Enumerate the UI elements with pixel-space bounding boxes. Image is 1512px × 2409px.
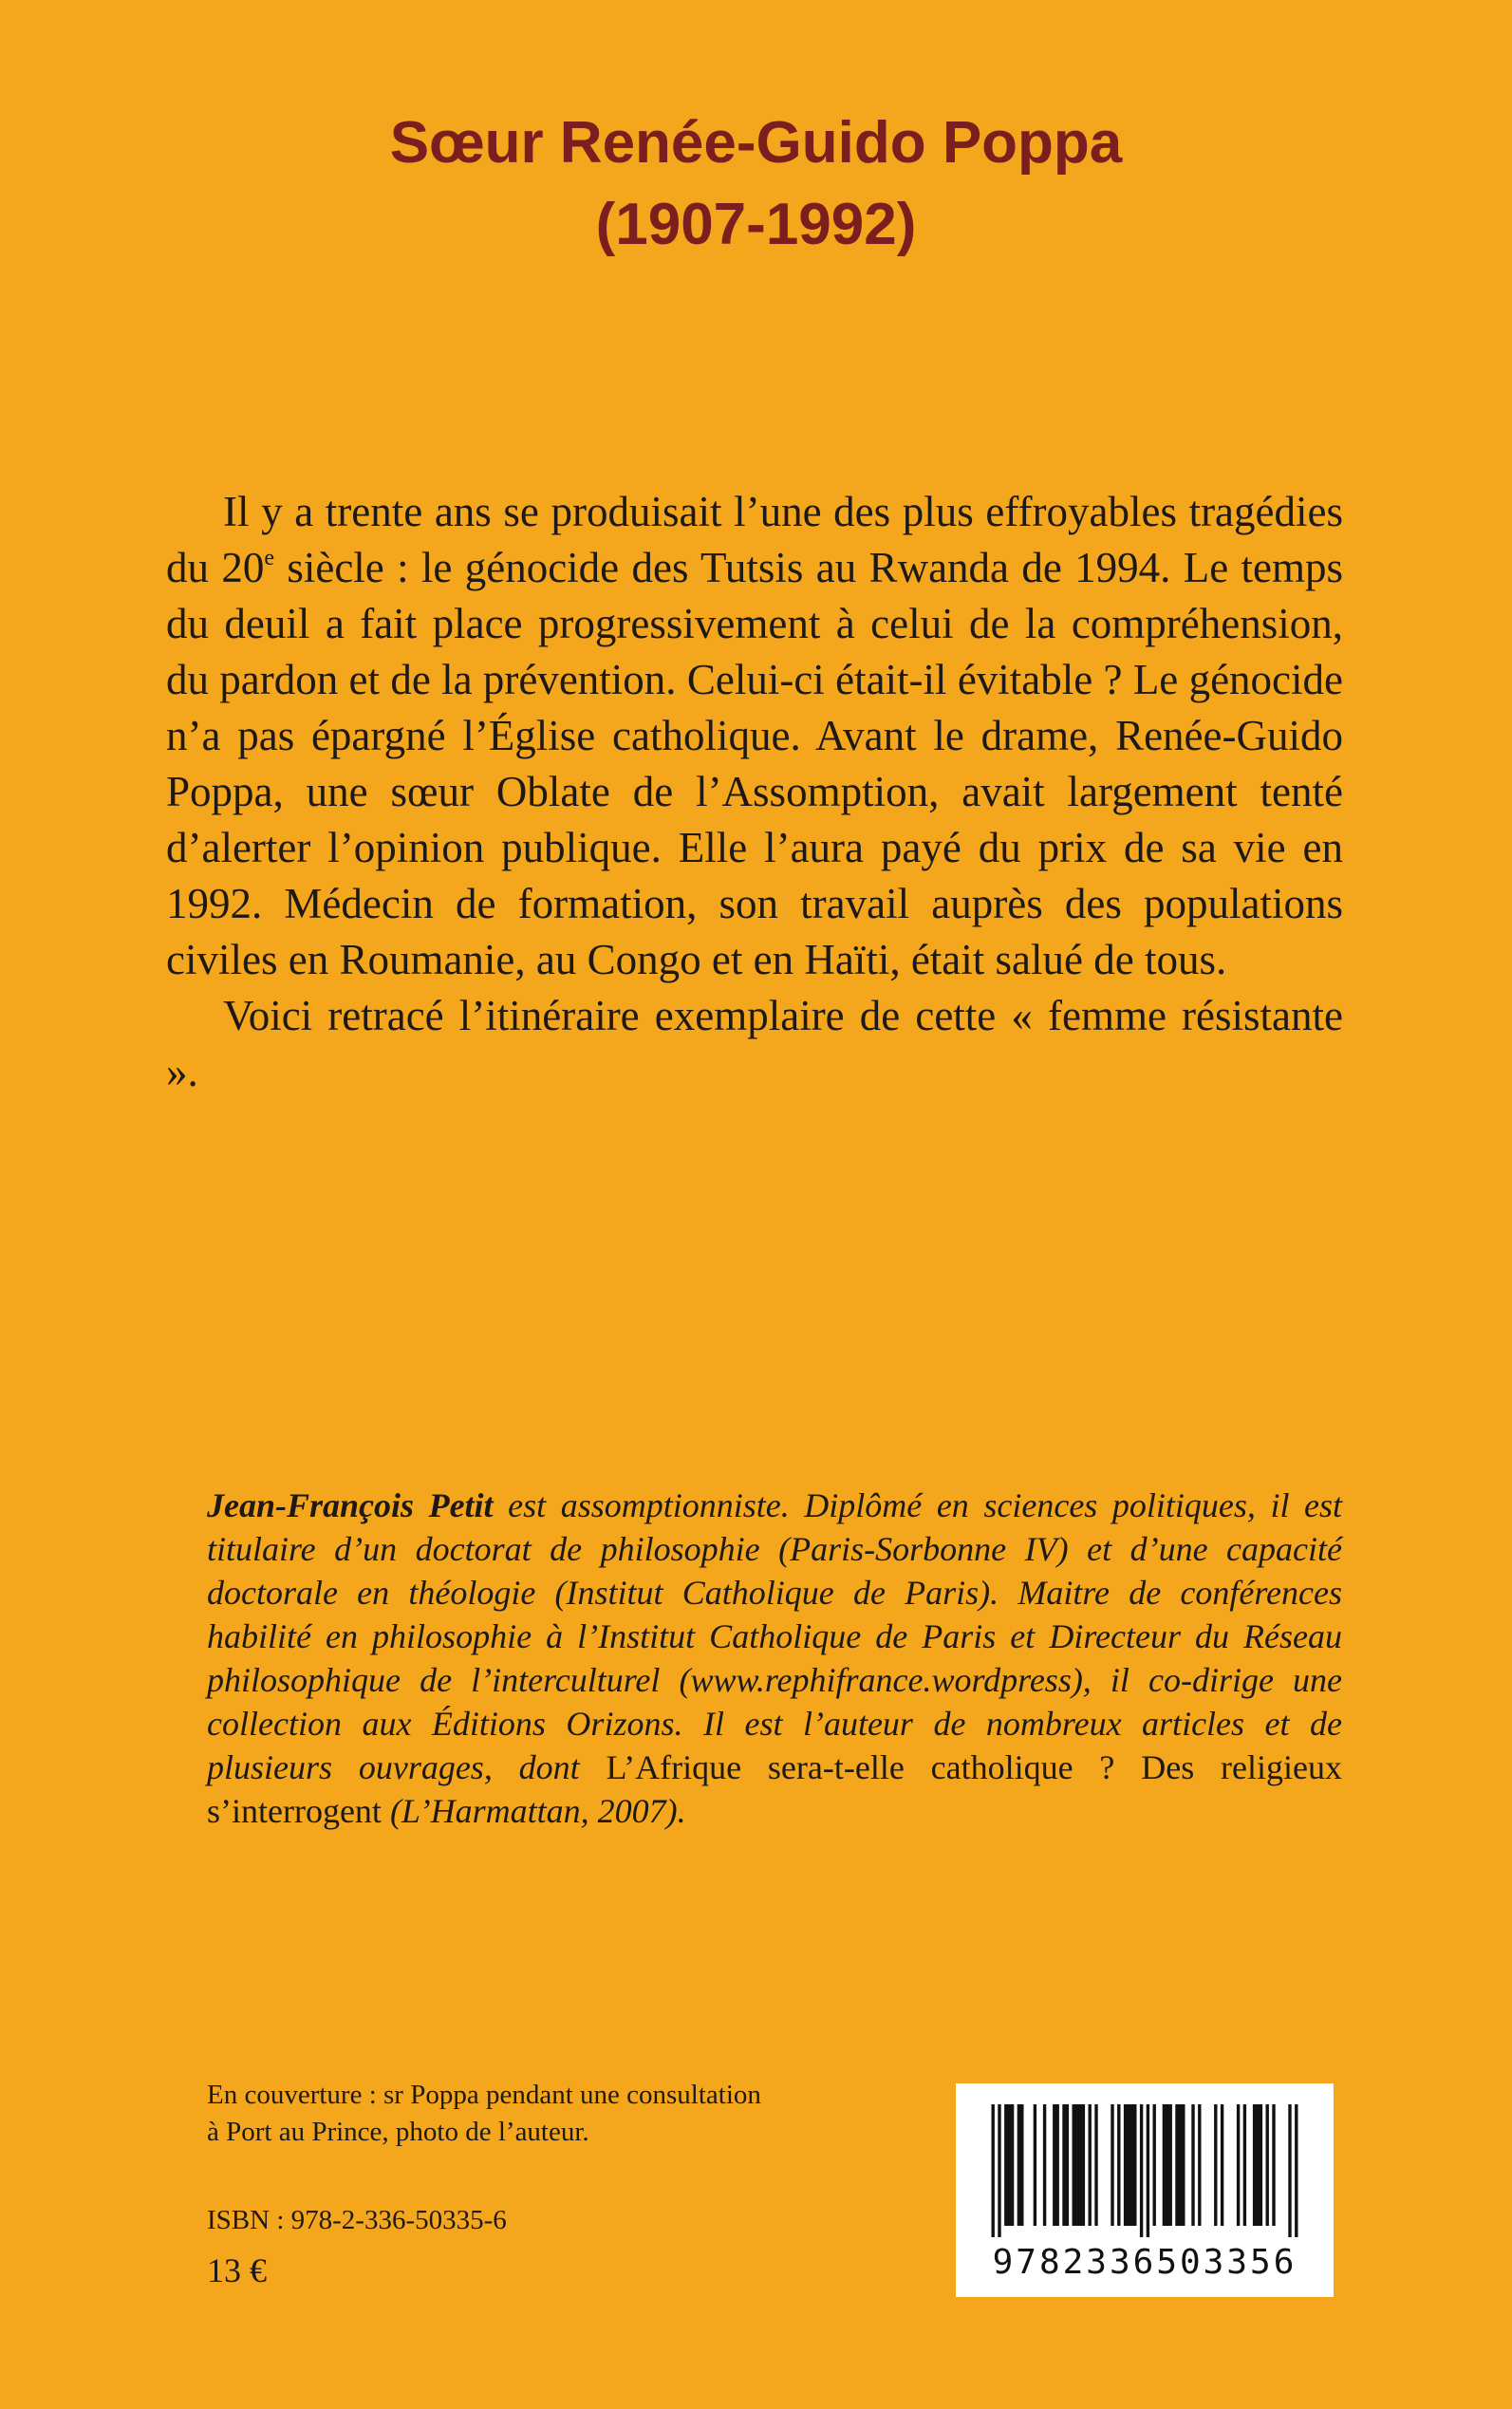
blurb-p1-start: Il y a trente ans se produisait l’une des plus effroyables tragédies du 20	[166, 488, 1343, 591]
barcode-bar	[1117, 2104, 1120, 2226]
barcode-bar	[1198, 2104, 1201, 2226]
barcode-bar	[998, 2104, 1000, 2237]
barcode-bar	[1272, 2104, 1275, 2226]
cover-credits-line-1: En couverture : sr Poppa pendant une consultation	[207, 2080, 761, 2110]
barcode-bar	[1034, 2104, 1036, 2226]
barcode-bar	[1163, 2104, 1172, 2226]
cover-credits-line-2: à Port au Prince, photo de l’auteur.	[207, 2117, 589, 2147]
barcode-bar	[1243, 2104, 1246, 2226]
back-cover-blurb	[166, 484, 1343, 1100]
barcode-bar	[1124, 2104, 1137, 2226]
barcode-bar	[1214, 2104, 1217, 2226]
isbn: ISBN : 978-2-336-50335-6	[207, 2205, 507, 2235]
barcode-bar	[1004, 2104, 1014, 2226]
barcode-bar	[1073, 2104, 1086, 2226]
barcode-bar	[992, 2104, 995, 2237]
century-superscript: e	[264, 546, 274, 570]
barcode-bar	[1089, 2104, 1092, 2226]
barcode-bar	[1017, 2104, 1024, 2226]
barcode-bar	[1140, 2104, 1143, 2237]
barcode	[956, 2083, 1334, 2297]
barcode-bar	[1062, 2104, 1069, 2226]
bio-publisher: (L’Harmattan, 2007).	[381, 1792, 686, 1830]
barcode-bar	[1191, 2104, 1194, 2226]
barcode-bar	[1175, 2104, 1185, 2226]
blurb-paragraph-1	[166, 484, 1343, 988]
barcode-bar	[1221, 2104, 1223, 2226]
barcode-bar	[1237, 2104, 1240, 2226]
book-title	[0, 103, 1512, 266]
blurb-p1-rest: siècle : le génocide des Tutsis au Rwanda de 1994. Le temps du deuil a fait place progressivement à celui de la compréhension, du pardon et de la prévention. Celui-ci était-il évitable ? Le génocide n’a pas épargné l’Église catholique. Avant le drame, Renée-Guido Poppa, une sœur Oblate de l’Assomption, avait largement tenté d’alerter l’opinion publique. Elle l’aura payé du prix de sa vie en 1992. Médecin de formation, son travail auprès des populations civiles en Roumanie, au Congo et en Haïti, était salué de tous.	[166, 544, 1344, 983]
author-name: Jean-François Petit	[207, 1486, 494, 1524]
bio-book-title: L’Afrique sera-t-elle catholique ? Des religieux s’interrogent	[207, 1748, 1342, 1830]
barcode-bar	[1111, 2104, 1113, 2226]
barcode-bar	[1094, 2104, 1097, 2226]
barcode-bar	[1295, 2104, 1297, 2237]
barcode-bar	[1053, 2104, 1059, 2226]
barcode-bar	[1253, 2104, 1262, 2226]
barcode-bar	[1288, 2104, 1291, 2237]
author-biography	[207, 1484, 1342, 1833]
barcode-bar	[1147, 2104, 1149, 2237]
book-title-dates: (1907-1992)	[595, 192, 917, 257]
price: 13 €	[207, 2251, 267, 2289]
barcode-bar	[1153, 2104, 1156, 2226]
blurb-paragraph-2: Voici retracé l’itinéraire exemplaire de cette « femme résistante ».	[166, 992, 1343, 1095]
barcode-bar	[1043, 2104, 1046, 2226]
bio-text: est assomptionniste. Diplômé en sciences politiques, il est titulaire d’un doctorat de philosophie (Paris-Sorbonne IV) et d’une capacité doctorale en théologie (Institut Catholique de Paris). Maitre de conférences habilité en philosophie à l’Institut Catholique de Paris et Directeur du Réseau philosophique de l’interculturel (www.rephifrance.wordpress), il co-dirige une collection aux Éditions Orizons. Il est l’auteur de nombreux articles et de plusieurs ouvrages, dont	[207, 1486, 1343, 1786]
barcode-bar	[1266, 2104, 1269, 2226]
book-title-name: Sœur Renée-Guido Poppa	[389, 110, 1123, 176]
cover-credits	[207, 2077, 761, 2151]
barcode-bars	[973, 2104, 1316, 2237]
barcode-digits: 9782336503356	[992, 2243, 1297, 2282]
